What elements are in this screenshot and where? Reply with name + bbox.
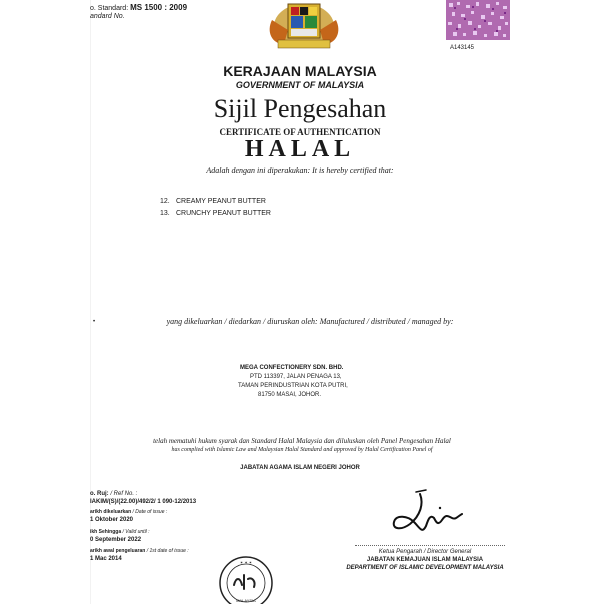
- first-issue-value: 1 Mac 2014: [90, 556, 122, 562]
- bullet-mark: •: [93, 319, 96, 325]
- product-name: CRUNCHY PEANUT BUTTER: [175, 210, 271, 217]
- valid-label-malay: ikh Sehingga: [90, 529, 122, 535]
- product-number: 12.: [160, 198, 170, 205]
- ref-label-english: / Ref No. :: [110, 491, 138, 497]
- issue-date-value: 1 Oktober 2020: [90, 517, 134, 523]
- ref-label: [90, 490, 137, 498]
- title-malay: Sijil Pengesahan: [213, 94, 387, 123]
- first-issue-label: [90, 548, 189, 555]
- issue-date-label: [90, 509, 167, 516]
- standard-value: MS 1500 : 2009: [130, 3, 188, 12]
- panel-name: JABATAN AGAMA ISLAM NEGERI JOHOR: [240, 465, 360, 471]
- halal-logo-icon: [218, 555, 274, 604]
- valid-label-english: / Valid until :: [122, 529, 150, 535]
- valid-until-value: 0 September 2022: [90, 537, 142, 543]
- ref-label-malay: o. Ruj:: [90, 491, 109, 497]
- product-item: [160, 197, 266, 206]
- issue-label-malay: arikh dikeluarkan: [90, 509, 132, 515]
- company-address-line3: 81750 MASAI, JOHOR.: [258, 392, 322, 398]
- standard-number: o. Standard: MS 1500 : 2009: [90, 3, 188, 12]
- product-name: CREAMY PEANUT BUTTER: [175, 198, 266, 205]
- certified-malay: Adalah dengan ini diperakukan:: [206, 166, 311, 175]
- signatory-title: Ketua Pengarah / Director General: [378, 549, 472, 555]
- title-english: CERTIFICATE OF AUTHENTICATION: [219, 127, 381, 137]
- government-malay: KERAJAAN MALAYSIA: [223, 63, 377, 79]
- coat-of-arms-emblem: [258, 0, 350, 52]
- company-name: MEGA CONFECTIONERY SDN. BHD.: [240, 365, 344, 371]
- signature-line: [355, 545, 505, 546]
- company-address-line2: TAMAN PERINDUSTRIAN KOTA PUTRI,: [238, 383, 348, 389]
- title-halal: HALAL: [244, 136, 356, 162]
- company-address-line1: PTD 113397, JALAN PENAGA 13,: [250, 374, 342, 380]
- compliance-english: has complied with Islamic Law and Malaysian Halal Standard and approved by Halal Certification Panel of: [171, 447, 433, 453]
- issue-label-english: / Date of issue :: [132, 509, 168, 515]
- certified-english: It is hereby certified that:: [312, 166, 394, 175]
- ref-value: IAKIM/(S)/(22.00)/492/2/ 1 090-12/2013: [90, 499, 197, 505]
- standard-label-english: andard No.: [90, 13, 125, 20]
- product-item: [160, 209, 271, 218]
- certified-line: [150, 166, 450, 176]
- signatory-dept-english: DEPARTMENT OF ISLAMIC DEVELOPMENT MALAYSIA: [346, 565, 504, 571]
- serial-number: A143145: [450, 45, 475, 51]
- halal-logo-text: MALAYSIA: [236, 598, 256, 603]
- security-pattern-icon: [446, 0, 510, 40]
- signatory-dept-malay: JABATAN KEMAJUAN ISLAM MALAYSIA: [366, 557, 484, 563]
- svg-text:✶ ✶ ✶: ✶ ✶ ✶: [239, 560, 253, 565]
- compliance-malay: telah mematuhi hukum syarak dan Standard Halal Malaysia dan diluluskan oleh Panel Pengesahan Halal: [153, 437, 451, 445]
- signature-icon: [380, 486, 470, 542]
- manufactured-line: yang dikeluarkan / diedarkan / diuruskan oleh: Manufactured / distributed / managed by:: [166, 317, 454, 326]
- valid-until-label: [90, 529, 150, 536]
- first-issue-label-english: / 1st date of issue :: [146, 548, 189, 554]
- government-english: GOVERNMENT OF MALAYSIA: [235, 80, 365, 90]
- standard-label: o. Standard: [90, 5, 127, 12]
- first-issue-label-malay: arikh awal pengeluaran: [90, 548, 146, 554]
- product-number: 13.: [160, 210, 170, 217]
